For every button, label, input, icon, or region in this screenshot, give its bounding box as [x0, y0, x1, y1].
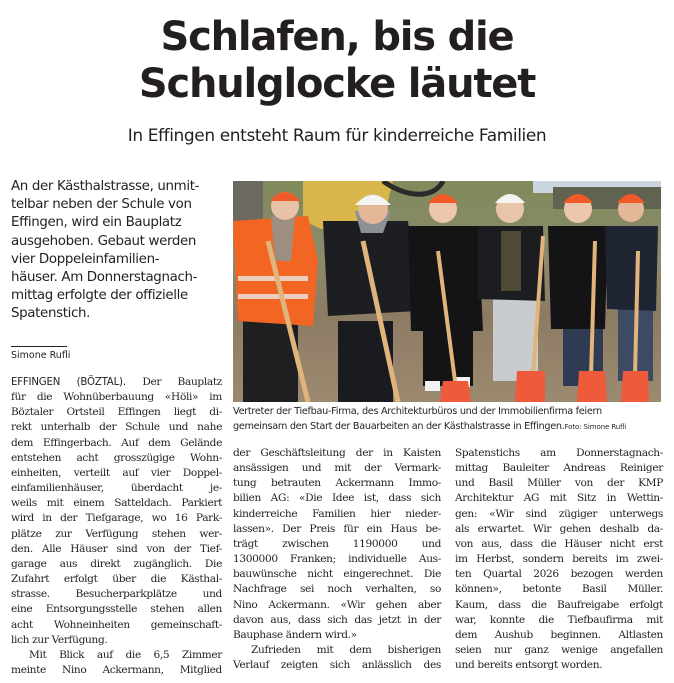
- body-line: davon aus, dass sich das jetzt in der: [233, 613, 441, 626]
- body-line: ansässigen und mit der Vermark-: [233, 462, 441, 475]
- lead-line: mittag erfolgte der offizielle: [11, 288, 188, 304]
- body-line: plätze zur Verfügung stehen wer-: [11, 527, 222, 540]
- body-line: strasse. Besucherparkplätze und: [11, 588, 222, 601]
- excavator-body: [233, 181, 263, 221]
- photo-caption: [233, 404, 667, 435]
- body-line: Verlauf zeigten sich anlässlich des: [233, 659, 441, 672]
- body-line: Nino Ackermann. «Wir gehen aber: [233, 598, 441, 611]
- body-line: eine Entsorgungsstelle stehen allen: [11, 603, 222, 616]
- body-line: garage aus direkt zugänglich. Die: [11, 557, 222, 570]
- body-line: Böztaler Ortsteil Effingen liegt di-: [11, 406, 222, 419]
- lead-line: häuser. Am Donnerstagnach-: [11, 270, 198, 286]
- body-line: einheiten, verteilt auf vier Doppel-: [11, 466, 222, 479]
- caption-text: gemeinsam den Start der Bauarbeiten an der Kästhalstrasse in Effingen.: [233, 421, 565, 432]
- body-line: Mit Blick auf die 6,5 Zimmer: [29, 648, 222, 661]
- body-line: lich zur Verfügung.: [11, 633, 108, 646]
- body-line: Architektur AG mit Sitz in Wettin-: [455, 492, 663, 505]
- caption-line: [233, 419, 667, 435]
- headline: [0, 14, 674, 108]
- body-line: einfamilienhäuser, überdacht je-: [11, 482, 222, 495]
- body-line: dem Aushub beginnen. Altlasten: [455, 628, 663, 641]
- body-line: gen: «Wir sind zügiger unterwegs: [455, 507, 663, 520]
- body-line: und bereits entsorgt worden.: [455, 659, 603, 672]
- headline-line-1: Schlafen, bis die: [160, 14, 514, 60]
- photo-illustration: [233, 181, 661, 402]
- body-line: der Geschäftsleitung der in Kaisten: [233, 447, 441, 459]
- photo-credit: Foto: Simone Rufli: [564, 423, 627, 431]
- body-line: acht Wohneinheiten gemeinschaft-: [11, 618, 222, 631]
- body-line: meinte Nino Ackermann, Mitglied: [11, 663, 222, 676]
- body-line: Spatenstichs am Donnerstagnach-: [455, 447, 663, 459]
- lead-line: An der Kästhalstrasse, unmit-: [11, 179, 200, 194]
- body-line: lassen». Der Preis für ein Haus be-: [233, 522, 441, 535]
- lead-line: Effingen, wird ein Bauplatz: [11, 215, 182, 231]
- body-column-3: [455, 446, 663, 673]
- body-line: dem Effingerbach. Auf dem Gelände: [11, 436, 222, 449]
- body-line: mittag Bauleiter Andreas Reiniger: [455, 462, 663, 475]
- body-line: und Basil Müller von der KMP: [455, 477, 663, 490]
- body-line: Kaum, dass die Baufreigabe erfolgt: [455, 598, 663, 611]
- caption-line: Vertreter der Tiefbau-Firma, des Architekturbüros und der Immobilienfirma feiern: [233, 406, 602, 417]
- body-line: war, konnte die Tiefbaufirma mit: [455, 613, 663, 626]
- body-line: bilien AG: «Die Idee ist, dass sich: [233, 492, 441, 505]
- author-divider: [11, 346, 67, 347]
- body-line: Bauphase ändern wird.»: [233, 628, 357, 641]
- dateline: EFFINGEN (BÖZTAL).: [11, 377, 126, 388]
- body-text: Der Bauplatz: [142, 376, 222, 388]
- body-column-1: [11, 375, 222, 678]
- author-byline: Simone Rufli: [11, 350, 71, 361]
- body-line: rekt unterhalb der Schule und nahe: [11, 421, 222, 434]
- body-line: entstehen acht grosszügige Wohn-: [11, 451, 222, 464]
- lead-line: telbar neben der Schule von: [11, 197, 192, 213]
- body-line: wird in der Tiefgarage, wo 16 Park-: [11, 512, 222, 525]
- article-photo: [233, 181, 661, 402]
- body-line: tung betrauten Ackermann Immo-: [233, 477, 441, 490]
- body-line: bauwünsche nicht eingerechnet. Die: [233, 568, 441, 581]
- body-line: seien nur ganz wenige angefallen: [455, 644, 663, 657]
- body-line: Zufahrt erfolgt über die Kästhal-: [11, 573, 222, 586]
- body-line: ten Quartal 2026 bezogen werden: [455, 568, 663, 581]
- body-line: Zufrieden mit dem bisherigen: [251, 644, 441, 657]
- lead-paragraph: [11, 178, 225, 324]
- headline-line-2: Schulglocke läutet: [138, 61, 536, 107]
- body-line: als erwartet. Wir gehen deshalb da-: [455, 522, 663, 535]
- lead-line: Spatenstich.: [11, 306, 91, 322]
- body-line: 1300000 Franken; individuelle Aus-: [233, 553, 441, 566]
- body-line: den. Alle Häuser sind von der Tief-: [11, 542, 222, 555]
- lead-line: ausgehoben. Gebaut werden: [11, 233, 197, 249]
- body-column-2: [233, 446, 441, 673]
- body-line: weils mit einem Satteldach. Parkiert: [11, 497, 222, 510]
- body-line: im Herbst, sondern bereits im zwei-: [455, 553, 663, 566]
- body-line: [11, 375, 222, 390]
- subheadline: In Effingen entsteht Raum für kinderreiche Familien: [127, 126, 547, 146]
- body-line: können», betonte Basil Müller.: [455, 583, 663, 596]
- body-line: Nachfrage sei noch verhalten, so: [233, 583, 441, 596]
- body-line: trägt zwischen 1190000 und: [233, 537, 441, 550]
- body-line: von aus, dass die Häuser nicht erst: [455, 537, 663, 550]
- lead-line: vier Doppeleinfamilien-: [11, 251, 160, 267]
- body-line: kinderreiche Familien hier nieder-: [233, 507, 441, 520]
- body-line: für die Wohnüberbauung «Höli» im: [11, 391, 222, 404]
